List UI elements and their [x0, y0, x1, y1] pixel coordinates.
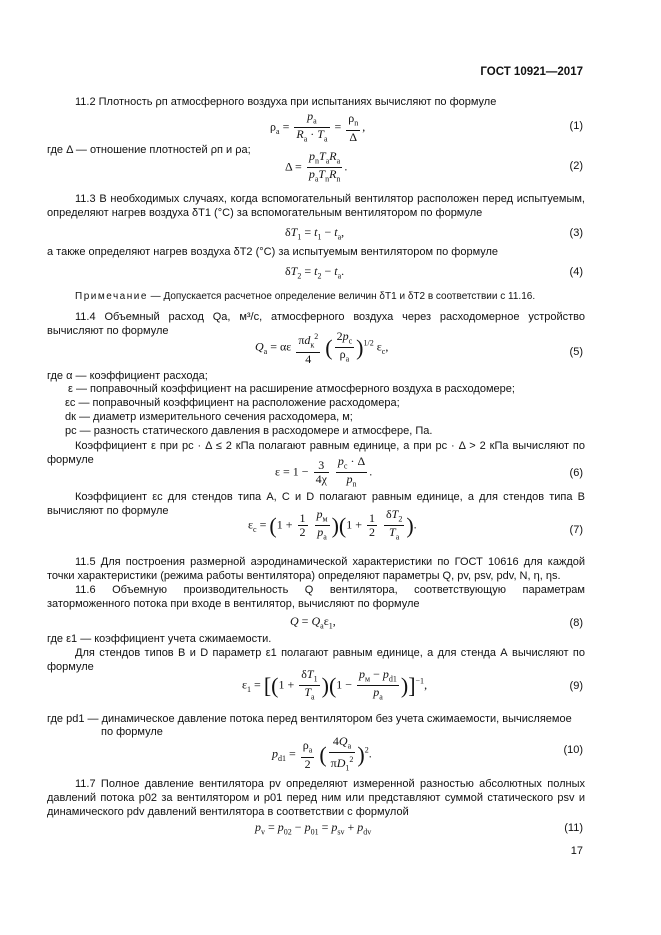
coef-epsilon-text: Коэффициент ε при pc · Δ ≤ 2 кПа полагают равным единице, а при pc · Δ > 2 кПа вычисляют по формуле [47, 440, 585, 466]
def-epsilon-c: εc — поправочный коэффициент на расположение расходомера; [65, 397, 400, 409]
formula-7: $\varepsilon_c = (1$ + $\frac{1}{2}$ $\frac{p_м}{p_a}$ )(1 + $\frac{1}{2}$ $\frac{\delta T_2}{T_a}$ ). [248, 507, 417, 542]
eq-number-8: (8) [569, 617, 583, 629]
formula-10: $p_{d1}$ = $\frac{\rho_a}{2}$ ( $\frac{4Q_a}{\pi D_1^2}$ )$^2$. [272, 734, 372, 773]
section-11-6-stands: Для стендов типов В и D параметр ε1 полагают равным единице, а для стенда А вычисляют по формуле [47, 647, 585, 673]
formula-1: $\rho_a$ = $\frac{p_a}{R_a \cdot T_a}$ = $\frac{\rho_n}{\Delta}$ , [270, 109, 366, 144]
formula-11: $p_v = p_{02} - p_{01} = p_{sv} + p_{dv}$ [255, 820, 372, 837]
note-label: Примечание [75, 291, 148, 302]
section-11-6-where: где ε1 — коэффициент учета сжимаемости. [47, 633, 272, 645]
eq-number-6: (6) [569, 467, 583, 479]
formula-9: $\varepsilon_1 = [(1$ + $\frac{\delta T_1}{T_a}$ )(1 − $\frac{p_м - p_{d1}}{p_a}$ )]$^{-1}$, [242, 667, 428, 702]
eq-number-1: (1) [569, 120, 583, 132]
formula-6: ε = 1 − $\frac{3}{4\chi}$ $\frac{p_c \cdot \Delta}{p_n}$ . [275, 454, 373, 489]
section-11-6-pd1: где pd1 — динамическое давление потока перед вентилятором без учета сжимаемости, вычисляемое [47, 713, 572, 725]
def-epsilon: ε — поправочный коэффициент на расширение атмосферного воздуха в расходомере; [68, 383, 515, 395]
eq-number-4: (4) [569, 266, 583, 278]
section-11-6-pd1-tail: по формуле [101, 726, 163, 738]
section-11-5: 11.5 Для построения размерной аэродинамической характеристики по ГОСТ 10616 для каждой точки характеристики (режима работы вентилятора) определяют параметры Q, pv, psv, pdv, N, η, ηs. [47, 556, 585, 582]
eq-number-9: (9) [569, 680, 583, 692]
def-dk: dк — диаметр измерительного сечения расходомера, м; [65, 411, 353, 423]
formula-2: Δ = $\frac{p_nT_aR_a}{p_aT_nR_n}$ . [285, 149, 348, 184]
formula-4: $\delta T_2 = t_2 - t_a$. [285, 264, 345, 281]
formula-8: $Q = Q_a\varepsilon_1$, [290, 614, 336, 631]
eq-number-11: (11) [564, 822, 583, 834]
section-11-4-intro: 11.4 Объемный расход Qa, м³/с, атмосферного воздуха через расходомерное устройство вычисляют по формуле [47, 311, 585, 337]
def-alpha: где α — коэффициент расхода; [47, 370, 208, 382]
eq-number-7: (7) [569, 524, 583, 536]
formula-5: $Q_a = \alpha\varepsilon$ $\frac{\pi d_к^2}{4}$ ( $\frac{2p_c}{\rho_a}$ )$^{1/2}$ $\varepsilon_c$, [255, 329, 389, 366]
def-pc: pc — разность статического давления в расходомере и атмосфере, Па. [65, 425, 433, 437]
section-11-3-also: а также определяют нагрев воздуха δT2 (°C) за испытуемым вентилятором по формуле [47, 246, 499, 258]
eq-number-10: (10) [563, 744, 583, 756]
eq-number-5: (5) [569, 346, 583, 358]
page-number: 17 [570, 845, 583, 857]
section-11-2-where: где Δ — отношение плотностей ρп и ρа; [47, 144, 251, 156]
standard-header: ГОСТ 10921—2017 [480, 66, 583, 78]
eq-number-3: (3) [569, 227, 583, 239]
formula-3: $\delta T_1 = t_1 - t_a$, [285, 225, 345, 242]
section-11-7: 11.7 Полное давление вентилятора pv определяют измеренной разностью абсолютных полных давлений потока p02 за вентилятором и p01 перед ним или представляют суммой статического psv и динамического pdv давлений вентилятора в соответствии с формулой [47, 778, 585, 818]
section-11-6-intro: 11.6 Объемную производительность Q вентилятора, соответствующую параметрам заторможенного потока при входе в вентилятор, вычисляют по формуле [47, 584, 585, 610]
eq-number-2: (2) [569, 160, 583, 172]
section-11-3-intro: 11.3 В необходимых случаях, когда вспомогательный вентилятор расположен перед испытуемым, определяют нагрев воздуха δT1 (°C) за вспомогательным вентилятором по формуле [47, 193, 585, 219]
note-text: — Допускается расчетное определение величин δT1 и δT2 в соответствии с 11.16. [147, 291, 536, 302]
note [75, 291, 535, 302]
coef-epsilon-c-text: Коэффициент εc для стендов типа А, С и D полагают равным единице, а для стендов типа В вычисляют по формуле [47, 491, 585, 517]
section-11-2-intro: 11.2 Плотность ρп атмосферного воздуха при испытаниях вычисляют по формуле [75, 96, 497, 108]
